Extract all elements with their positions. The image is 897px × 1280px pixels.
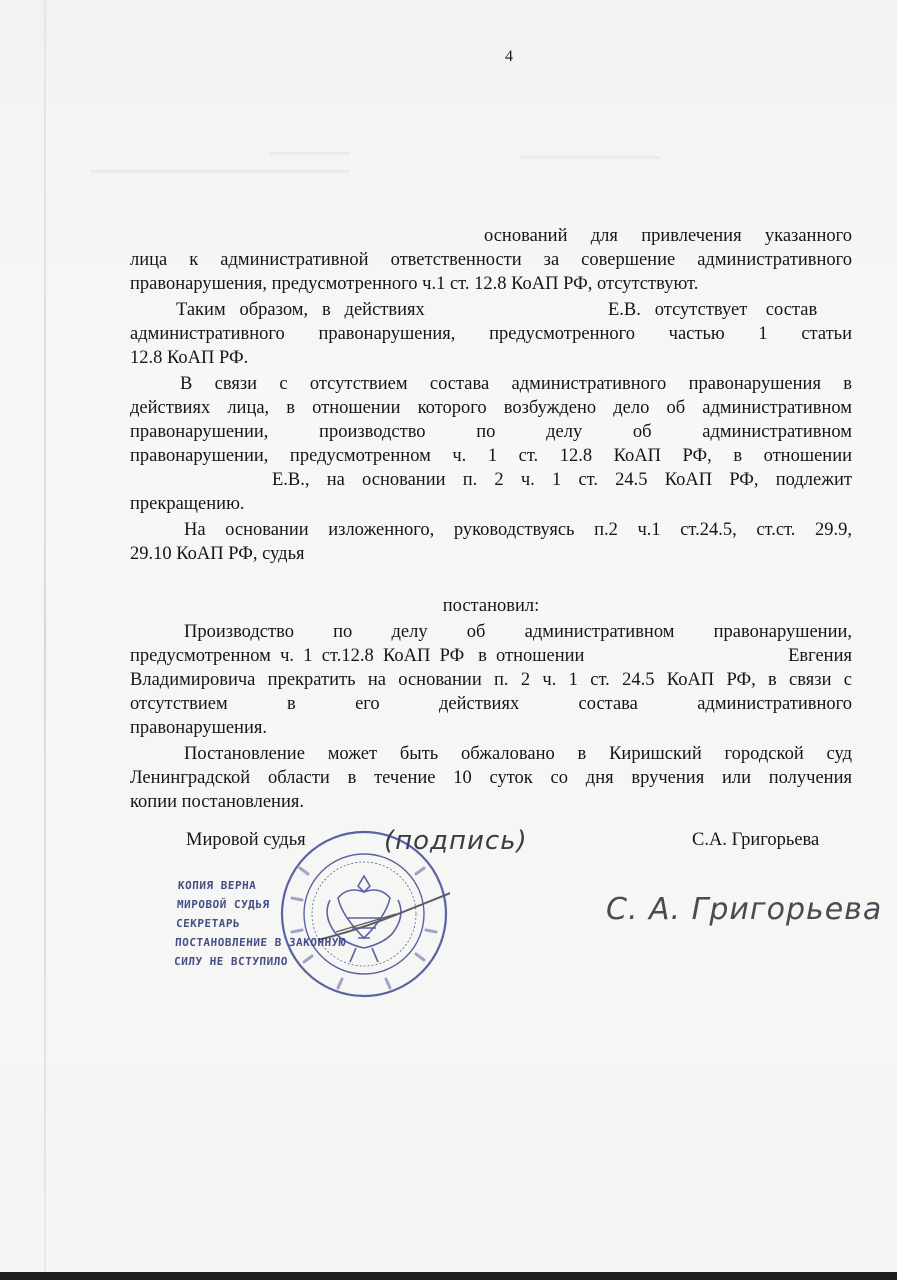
stamp-line: МИРОВОЙ СУДЬЯ [176, 898, 270, 911]
bleed-through-mark [90, 170, 350, 173]
handwritten-judge-name: С. А. Григорьева [606, 892, 883, 927]
text-line: правонарушении, производство по делу об административном [130, 422, 852, 442]
judge-title: Мировой судья [186, 830, 306, 850]
text-line: 29.10 КоАП РФ, судья [130, 544, 305, 564]
judge-name: С.А. Григорьева [692, 830, 820, 850]
text-line: действиях лица, в отношении которого возбуждено дело об административном [130, 398, 852, 418]
text-line: оснований для привлечения указанного [484, 226, 852, 246]
bleed-through-mark [520, 156, 660, 159]
text-line: Постановление может быть обжаловано в Киришский городской суд [184, 744, 852, 764]
text-line: правонарушения, предусмотренного ч.1 ст. 12.8 КоАП РФ, отсутствуют. [130, 274, 699, 294]
text-line: Ленинградской области в течение 10 суток со дня вручения или получения [130, 768, 852, 788]
text-line: Е.В., на основании п. 2 ч. 1 ст. 24.5 КоАП РФ, подлежит [272, 470, 852, 490]
text-line: лица к административной ответственности за совершение административного [130, 250, 852, 270]
text-line: прекращению. [130, 494, 245, 514]
text-line: копии постановления. [130, 792, 304, 812]
bleed-through-mark [270, 152, 350, 155]
court-seal-icon [278, 828, 450, 1000]
text-line: На основании изложенного, руководствуясь п.2 ч.1 ст.24.5, ст.ст. 29.9, [184, 520, 852, 540]
scan-fold-line [44, 0, 46, 1272]
text-line: правонарушения. [130, 718, 267, 738]
stamp-line: КОПИЯ ВЕРНА [177, 879, 257, 892]
decision-heading: постановил: [442, 596, 540, 616]
stamp-line: СЕКРЕТАРЬ [175, 917, 241, 930]
handwritten-signature-note: (подпись) [384, 826, 528, 856]
text-line: административного правонарушения, предусмотренного частью 1 статьи [130, 324, 852, 344]
text-line: отсутствием в его действиях состава административного [130, 694, 852, 714]
text-line: В связи с отсутствием состава административного правонарушения в [180, 374, 852, 394]
text-line: Владимировича прекратить на основании п. 2 ч. 1 ст. 24.5 КоАП РФ, в связи с [130, 670, 852, 690]
stamp-line: ПОСТАНОВЛЕНИЕ В ЗАКОННУЮ [174, 936, 347, 949]
document-page: 4 оснований для привлечения указанного лица к административной ответственности за совершение административного правонарушения, предусмотренного ч.1 ст. 12.8 КоАП РФ, отсутствуют. Таким образом, в действиях Е.В. отсутствует состав административного правонарушения, предусмотренного частью 1 статьи 12.8 КоАП РФ. В связи с отсутствием состава административного правонарушения в действиях лица, в отношении которого возбуждено дело об административном правонарушении, производство по делу об административном правонарушении, предусмотренном ч. 1 ст. 12.8 КоАП РФ, в отношении Е.В., на основании п. 2 ч. 1 ст. 24.5 КоАП РФ, подлежит прекращению. На основании изложенного, руководствуясь п.2 ч.1 ст.24.5, ст.ст. 29.9, 29.10 КоАП РФ, судья постановил: Производство по делу об административном правонарушении, предусмотренном ч. 1 ст.12.8 КоАП РФ в отношении Евгения Владимировича прекратить на основании п. 2 ч. 1 ст. 24.5 КоАП РФ, в связи с отсутствием в его действиях состава административного правонарушения. Постановление может быть обжаловано в Киришский городской суд Ленинградской области в течение 10 суток со дня вручения или получения копии постановления. Мировой судья С.А. Григорьева (подпись) С. А. Григорьева КОПИЯ ВЕРНА МИРОВОЙ СУДЬЯ СЕКРЕТАРЬ ПОСТАНОВЛЕНИЕ В ЗАКОННУЮ СИЛУ НЕ ВСТУПИЛО [0, 0, 897, 1272]
stamp-line: СИЛУ НЕ ВСТУПИЛО [173, 955, 289, 968]
scan-bottom-border [0, 1272, 897, 1280]
text-line: 12.8 КоАП РФ. [130, 348, 249, 368]
text-line: правонарушении, предусмотренном ч. 1 ст. 12.8 КоАП РФ, в отношении [130, 446, 852, 466]
page-number: 4 [505, 48, 513, 65]
text-line: Производство по делу об административном правонарушении, [184, 622, 852, 642]
